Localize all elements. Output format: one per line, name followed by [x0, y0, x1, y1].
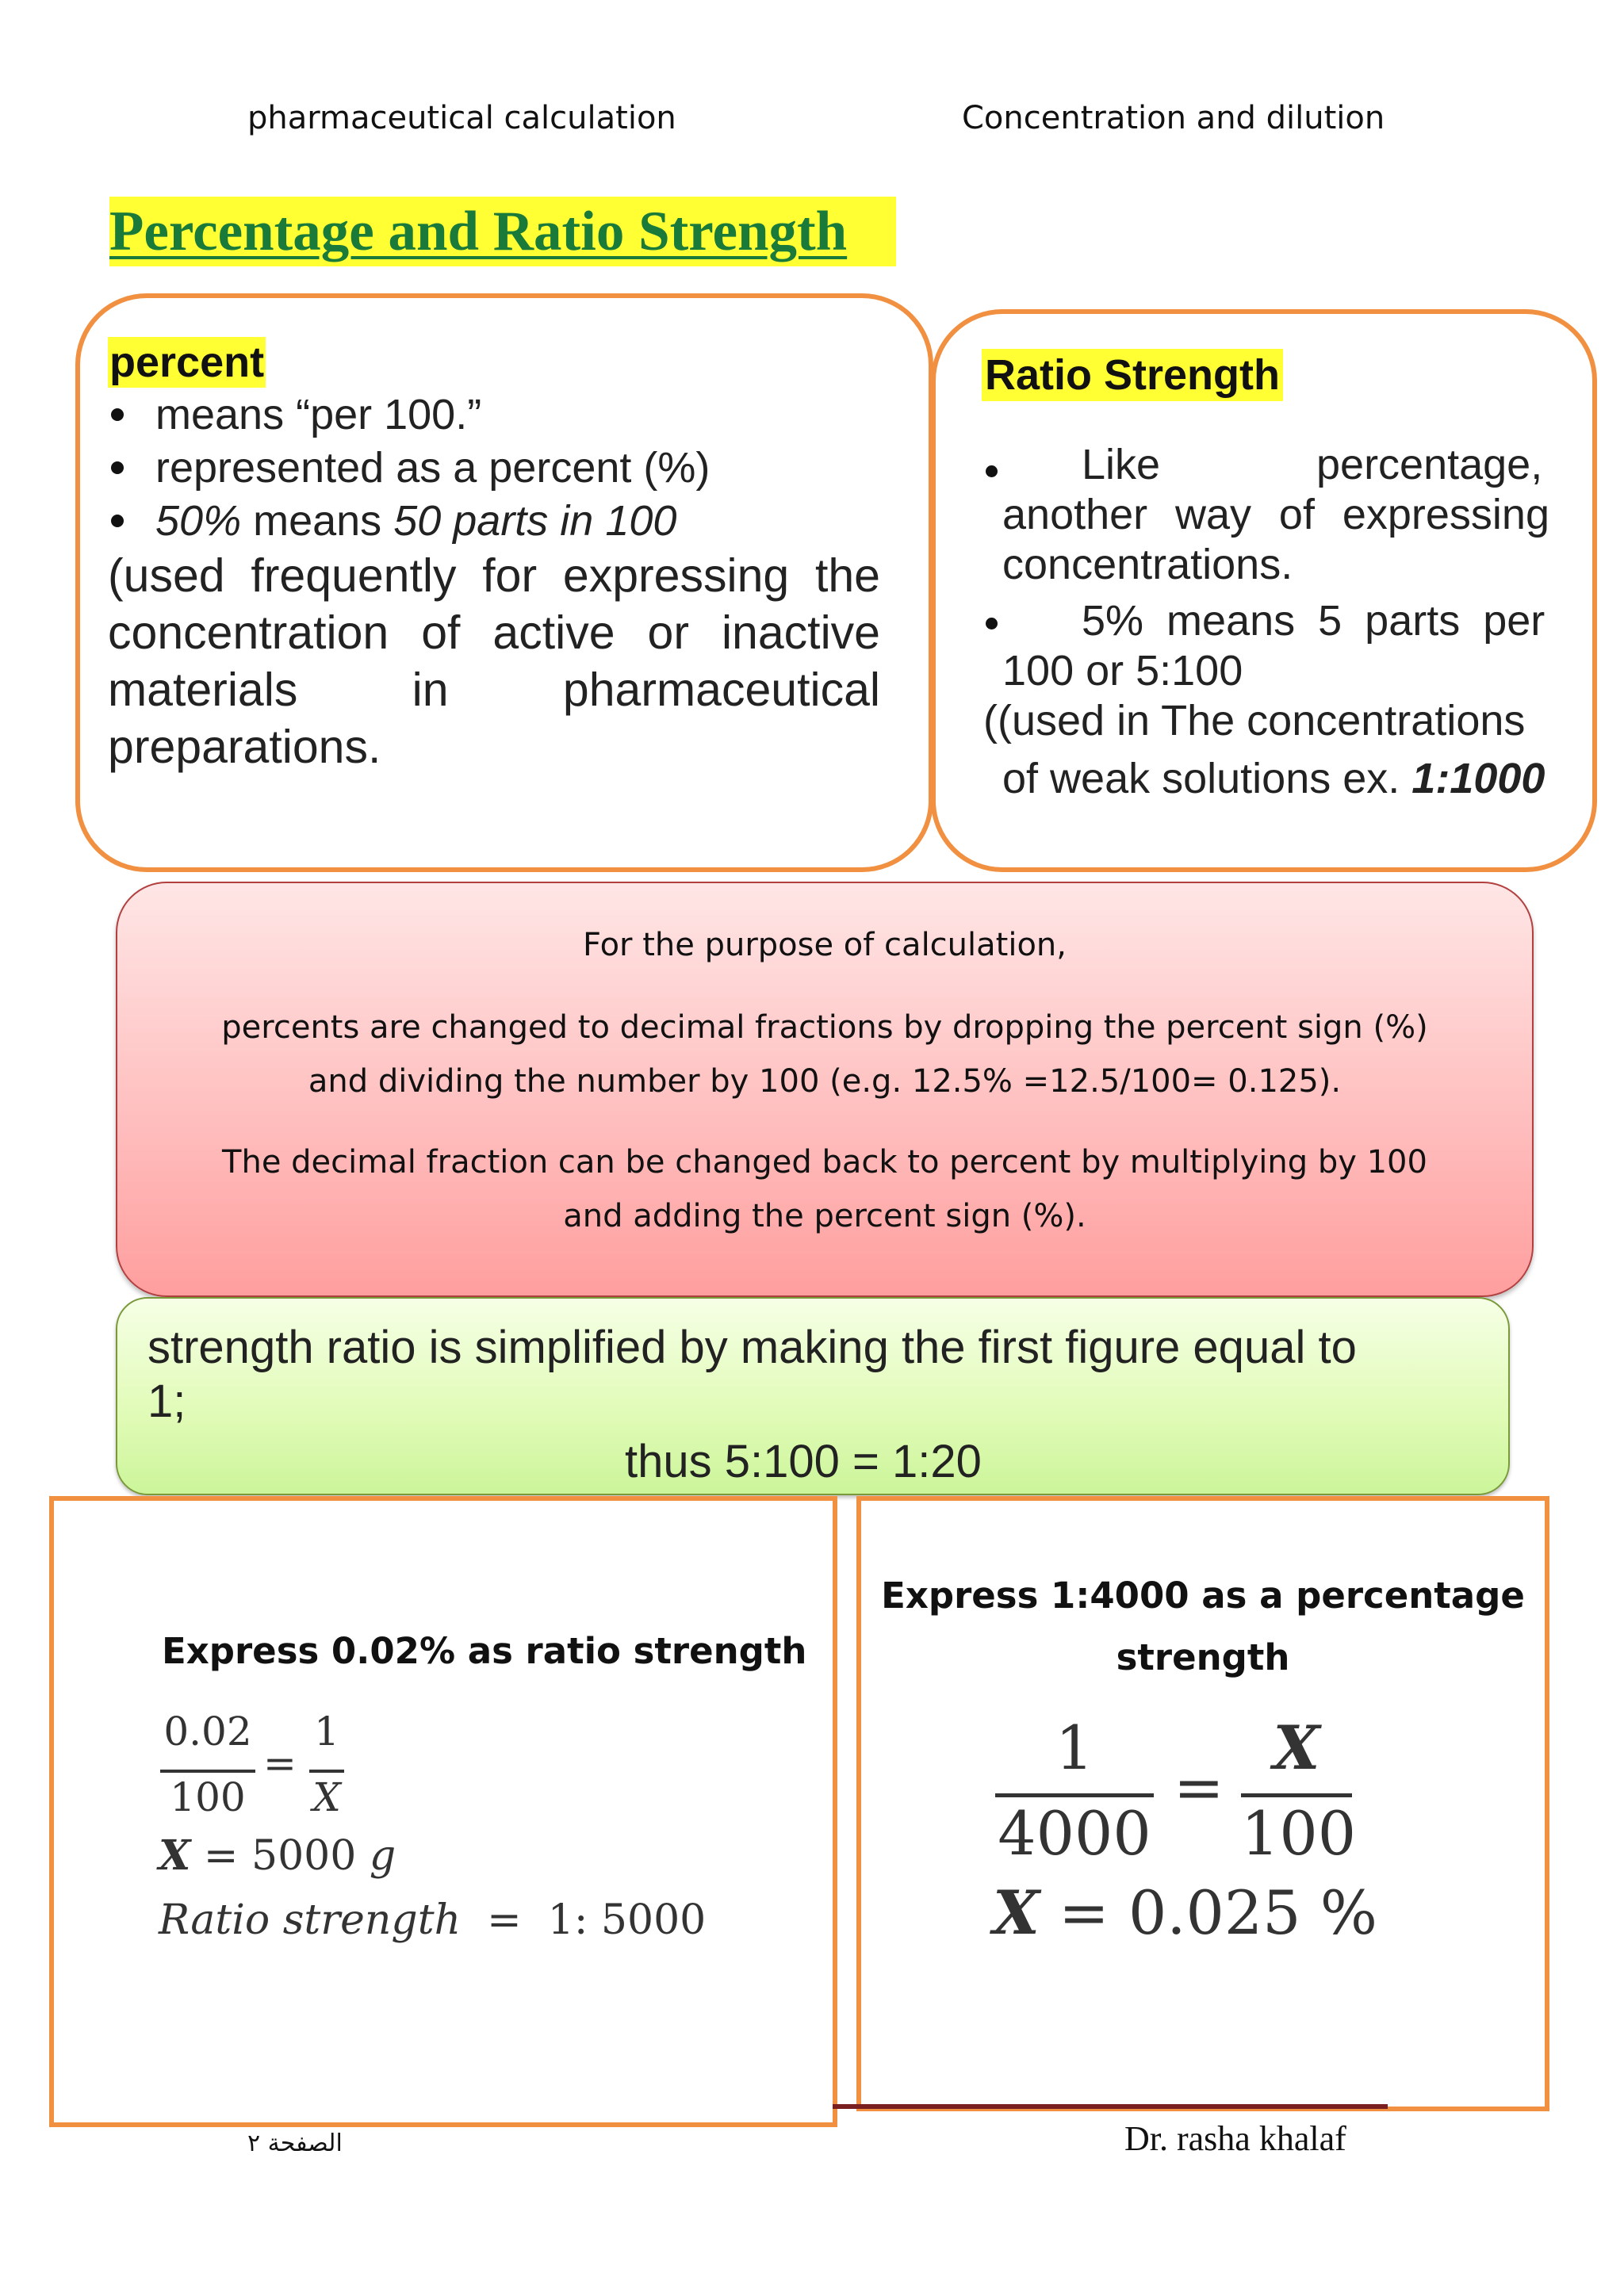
- ratio-bullet-1-rest: another way of expressing concentrations.: [1002, 491, 1549, 588]
- percent-body-text: (used frequently for expressing the concentration of active or inactive materials in pharmaceutical preparations.: [108, 549, 880, 773]
- ex2-frac1-num: 1: [1055, 1712, 1094, 1783]
- ex1-frac1-den: 100: [170, 1774, 246, 1820]
- ratio-bullet-2-line-1: 5% means 5 parts per: [1082, 597, 1545, 645]
- ex1-line-3-label: Ratio strength: [159, 1896, 462, 1944]
- ex2-frac2-num-var: X: [1273, 1712, 1320, 1783]
- ex1-frac1-bar: [160, 1770, 255, 1773]
- ratio-bullet-1-left: Like: [1082, 441, 1161, 488]
- ratio-note-text: of weak solutions ex.: [1002, 755, 1412, 802]
- header-right: Concentration and dilution: [962, 100, 1385, 136]
- calculation-note-box: [116, 882, 1534, 1297]
- ex1-line-2-unit: g: [369, 1832, 396, 1880]
- percent-bullet-3-b: means: [241, 497, 394, 545]
- footer-page-number: الصفحة ٢: [247, 2130, 343, 2157]
- calc-note-intro: For the purpose of calculation,: [583, 927, 1067, 963]
- ex1-line-2-var: X: [159, 1831, 191, 1880]
- calc-note-decimal-to-percent: The decimal fraction can be changed back to percent by multiplying by 100 and adding the percent sign (%).: [222, 1144, 1427, 1234]
- ratio-bullet-2-line-2: 100 or 5:100: [1002, 647, 1243, 695]
- percent-bullet-2: represented as a percent (%): [155, 442, 909, 495]
- ex2-frac2-num: [1241, 1712, 1352, 1783]
- ex2-frac1-bar: [995, 1793, 1154, 1797]
- ex2-result-var: X: [993, 1877, 1040, 1948]
- ratio-heading: Ratio Strength: [982, 349, 1283, 401]
- percent-heading: percent: [109, 339, 265, 386]
- footer-author: Dr. rasha khalaf: [1124, 2119, 1346, 2158]
- simplification-note-box: [116, 1297, 1510, 1495]
- simplification-line-3: thus 5:100 = 1:20: [625, 1436, 982, 1487]
- page-title: Percentage and Ratio Strength: [109, 197, 896, 266]
- simplification-line-2: 1;: [147, 1376, 186, 1427]
- ex1-equals: =: [263, 1740, 297, 1786]
- footer-rule: [833, 2104, 1388, 2109]
- percent-bullet-1: means “per 100.”: [155, 388, 909, 442]
- ex1-frac2-num: 1: [314, 1709, 339, 1755]
- percent-bullet-list: [155, 388, 909, 548]
- ex1-frac2-den: [309, 1774, 344, 1820]
- ratio-note-example: 1:1000: [1411, 755, 1545, 802]
- percent-bullet-3-c: 50 parts in 100: [393, 497, 677, 545]
- calc-note-percent-to-decimal: percents are changed to decimal fractions by dropping the percent sign (%) and dividing the number by 100 (e.g. 12.5% =12.5/100= 0.125).: [221, 1009, 1428, 1100]
- percent-bullet-3-a: 50%: [155, 497, 242, 545]
- ratio-note-line-1: ((used in The concentrations: [983, 697, 1526, 744]
- ex2-result: [993, 1877, 1377, 1948]
- simplification-line-1: strength ratio is simplified by making the first figure equal to: [147, 1322, 1357, 1373]
- ratio-bullet-2-dot: [986, 618, 998, 629]
- ex2-result-value: = 0.025 %: [1039, 1877, 1377, 1948]
- ex1-frac2-den-var: X: [312, 1774, 341, 1820]
- ex1-line-3-value: = 1: 5000: [461, 1896, 707, 1944]
- ex1-frac1-num: 0.02: [163, 1709, 252, 1755]
- ex2-frac2-den: 100: [1241, 1798, 1357, 1869]
- example-2-title-line-1: Express 1:4000 as a percentage: [881, 1575, 1525, 1617]
- ex1-line-3: [159, 1896, 706, 1944]
- example-2-title-line-2: strength: [1116, 1636, 1290, 1678]
- ex1-line-2-value: = 5000: [190, 1832, 370, 1880]
- ex2-frac2-bar: [1241, 1793, 1352, 1797]
- ratio-bullet-1-dot: [986, 465, 998, 477]
- header-left: pharmaceutical calculation: [247, 100, 676, 136]
- ratio-note-line-2: [1002, 754, 1545, 804]
- ex1-line-2: [159, 1831, 396, 1880]
- percent-bullet-3: [155, 495, 909, 548]
- ex2-frac1-den: 4000: [998, 1798, 1151, 1869]
- ex2-equals: =: [1174, 1752, 1224, 1823]
- ratio-bullet-1-right: percentage,: [1316, 441, 1543, 488]
- ex1-frac2-bar: [309, 1770, 344, 1773]
- example-1-title: Express 0.02% as ratio strength: [162, 1630, 807, 1672]
